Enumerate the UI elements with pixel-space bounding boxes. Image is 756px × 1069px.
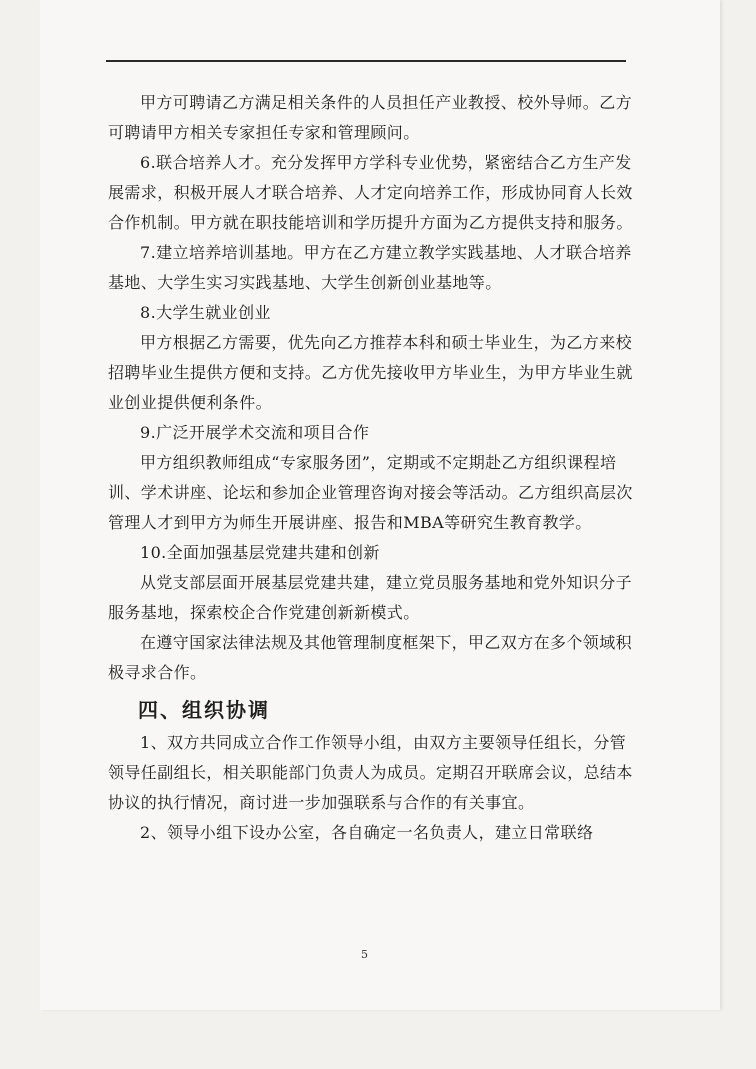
item-heading-academic-exchange: 9.广泛开展学术交流和项目合作	[140, 423, 370, 442]
paragraph-leadership-group: 1、双方共同成立合作工作领导小组，由双方主要领导任组长，分管领导任副组长，相关职能部门负责人为成员。定期召开联席会议，总结本协议的执行情况，商讨进一步加强联系与合作的有关事宜。	[108, 733, 633, 812]
paragraph-employment: 甲方根据乙方需要，优先向乙方推荐本科和硕士毕业生，为乙方来校招聘毕业生提供方便和支持。乙方优先接收甲方毕业生，为甲方毕业生就业创业提供便利条件。	[108, 333, 633, 412]
paragraph-office: 2、领导小组下设办公室，各自确定一名负责人，建立日常联络	[140, 823, 594, 842]
item-heading-employment: 8.大学生就业创业	[140, 303, 271, 322]
paragraph-academic-exchange: 甲方组织教师组成“专家服务团”，定期或不定期赴乙方组织课程培训、学术讲座、论坛和参加企业管理咨询对接会等活动。乙方组织高层次管理人才到甲方为师生开展讲座、报告和MBA等研究生教育教学。	[108, 453, 633, 532]
header-rule	[106, 60, 626, 62]
document-body	[108, 88, 633, 848]
section-heading: 四、组织协调	[138, 698, 270, 722]
paragraph-training-bases: 7.建立培养培训基地。甲方在乙方建立教学实践基地、人才联合培养基地、大学生实习实践基地、大学生创新创业基地等。	[108, 243, 632, 292]
paragraph-party-building: 从党支部层面开展基层党建共建，建立党员服务基地和党外知识分子服务基地，探索校企合作党建创新新模式。	[108, 573, 633, 622]
page-number: 5	[361, 948, 368, 961]
item-heading-party-building: 10.全面加强基层党建共建和创新	[140, 543, 380, 562]
paragraph-cooperation-summary: 在遵守国家法律法规及其他管理制度框架下，甲乙双方在多个领域积极寻求合作。	[108, 633, 633, 682]
paragraph-joint-training: 6.联合培养人才。充分发挥甲方学科专业优势，紧密结合乙方生产发展需求，积极开展人才联合培养、人才定向培养工作，形成协同育人长效合作机制。甲方就在职技能培训和学历提升方面为乙方提供支持和服务。	[108, 153, 633, 232]
paragraph-appointments: 甲方可聘请乙方满足相关条件的人员担任产业教授、校外导师。乙方可聘请甲方相关专家担任专家和管理顾问。	[108, 93, 633, 142]
